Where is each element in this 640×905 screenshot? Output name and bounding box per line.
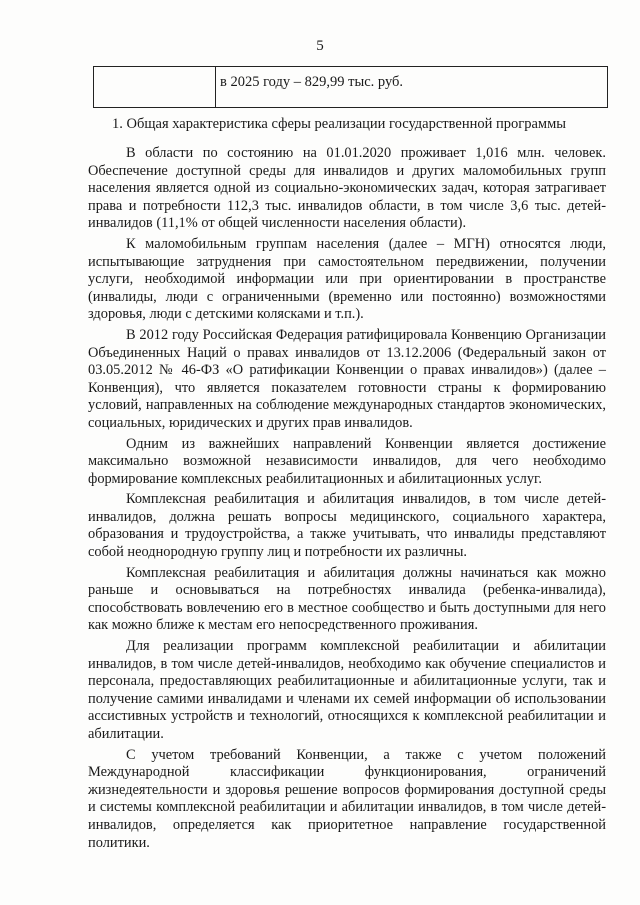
- paragraph: Одним из важнейших направлений Конвенции является достижение максимально возможной независимости инвалидов, для чего необходимо формирование комплексных реабилитационных и абилитационных услуг.: [88, 435, 606, 487]
- paragraph: К маломобильным группам населения (далее – МГН) относятся люди, испытывающие затруднения при самостоятельном передвижении, получении услуги, необходимой информации или при ориентировании в пространстве (инвалиды, люди с ограниченными (временно или постоянно) возможностями здоровья, люди с детскими колясками и т.п.).: [88, 235, 606, 323]
- paragraph: Для реализации программ комплексной реабилитации и абилитации инвалидов, в том числе детей-инвалидов, необходимо как обучение специалистов и персонала, предоставляющих реабилитационные и абилитационные услуги, так и получение самими инвалидами и членами их семей информации об использовании ассистивных устройств и технологий, относящихся к комплексной реабилитации и абилитации.: [88, 638, 606, 742]
- paragraph: Комплексная реабилитация и абилитация должны начинаться как можно раньше и основываться на потребностях инвалида (ребенка-инвалида), способствовать вовлечению его в местное сообщество и быть доступными для него как можно ближе к местам его непосредственного проживания.: [88, 564, 606, 634]
- paragraph: Комплексная реабилитация и абилитация инвалидов, в том числе детей-инвалидов, должна решать вопросы медицинского, социального характера, образования и трудоустройства, а также учитывать, что инвалиды представляют собой неоднородную группу лиц и потребности их различны.: [88, 491, 606, 561]
- body-text: [88, 145, 606, 855]
- paragraph: В 2012 году Российская Федерация ратифицировала Конвенцию Организации Объединенных Наций о правах инвалидов от 13.12.2006 (Федеральный закон от 03.05.2012 № 46-ФЗ «О ратификации Конвенции о правах инвалидов») (далее – Конвенция), что является показателем готовности страны к формированию условий, направленных на соблюдение международных стандартов экономических, социальных, юридических и других прав инвалидов.: [88, 326, 606, 431]
- table-cell-funding-2025: в 2025 году – 829,99 тыс. руб.: [216, 67, 608, 108]
- paragraph: В области по состоянию на 01.01.2020 проживает 1,016 млн. человек. Обеспечение доступной среды для инвалидов и других маломобильных групп населения является одной из социально-экономических задач, которая затрагивает права и потребности 112,3 тыс. инвалидов области, в том числе 3,6 тыс. детей-инвалидов (11,1% от общей численности населения области).: [88, 145, 606, 232]
- table-cell-empty: [94, 67, 216, 108]
- funding-table: [93, 66, 608, 108]
- page-number: 5: [316, 38, 324, 54]
- paragraph: С учетом требований Конвенции, а также с учетом положений Международной классификации функционирования, ограничений жизнедеятельности и здоровья решение вопросов формирования доступной среды и системы комплексной реабилитации и абилитации инвалидов, в том числе детей-инвалидов, определяется как приоритетное направление государственной политики.: [88, 746, 606, 851]
- section-heading: 1. Общая характеристика сферы реализации государственной программы: [112, 116, 566, 132]
- table-row: [94, 67, 608, 108]
